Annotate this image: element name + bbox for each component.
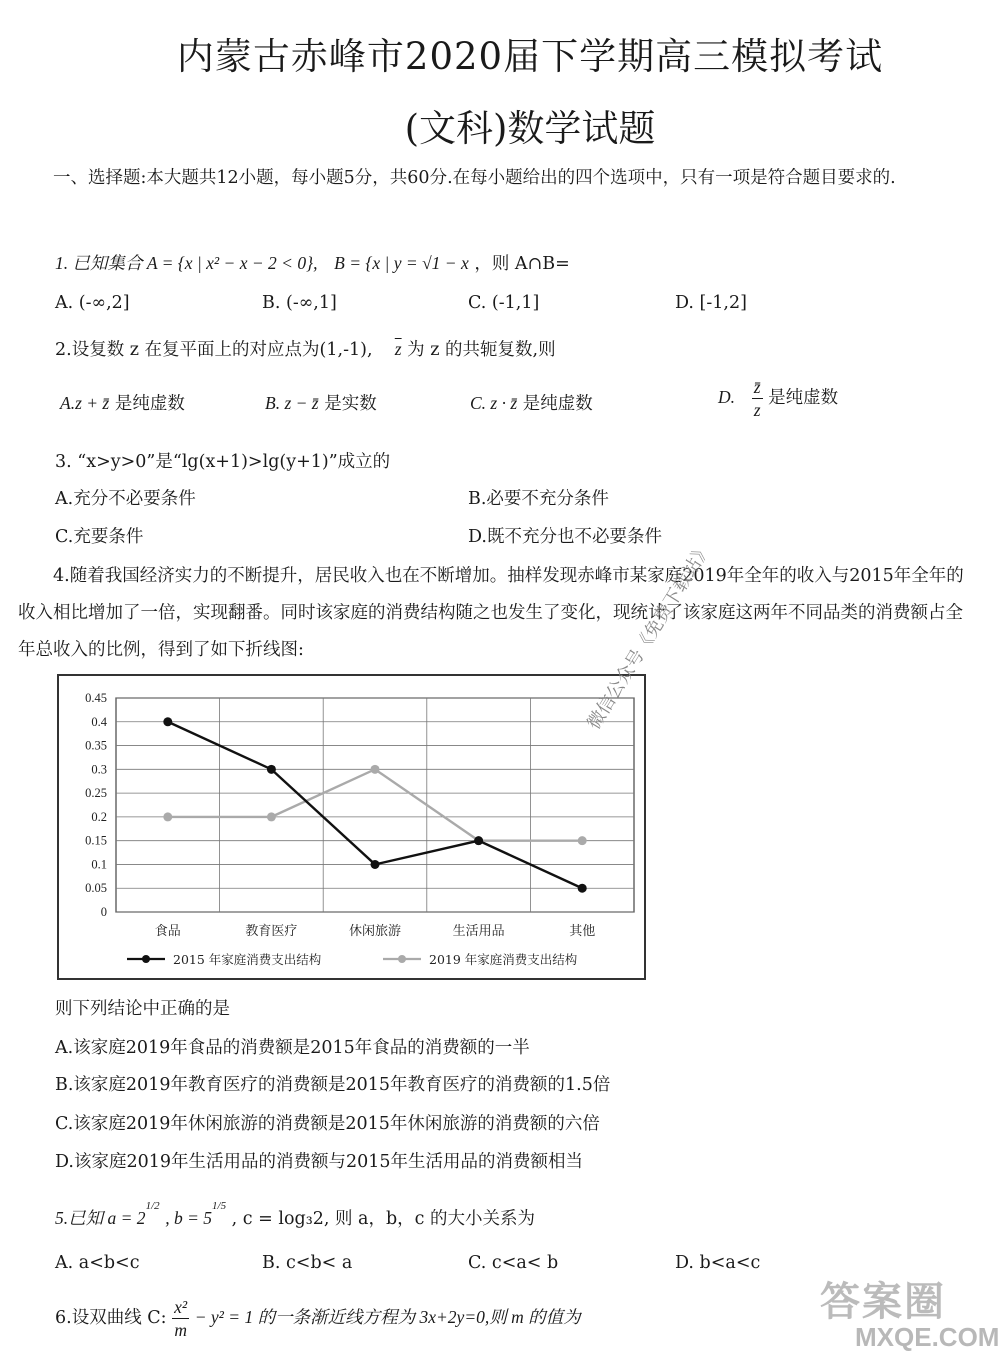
q5-option-c: C. c<a< b xyxy=(468,1253,559,1273)
legend-marker xyxy=(142,955,150,963)
data-point xyxy=(578,836,587,845)
data-point xyxy=(267,765,276,774)
x-tick-label: 其他 xyxy=(569,924,596,939)
q5-c-def: , c = log₃2, 则 a，b，c 的大小关系为 xyxy=(231,1209,536,1229)
question-2-stem xyxy=(55,336,556,361)
q2-zbar: $\overline{z}$ xyxy=(394,339,402,359)
section-intro: 一、选择题:本大题共12小题，每小题5分，共60分.在每小题给出的四个选项中，只有一项是符合题目要求的. xyxy=(53,168,896,188)
q1-option-b: B. (-∞,1] xyxy=(262,293,337,313)
q1-set-b: B = {x | y = √1 − x xyxy=(334,253,469,273)
watermark-text: 微信公众号《免费下载站》 xyxy=(583,538,716,734)
y-tick-label: 0.25 xyxy=(85,786,107,801)
q2-option-d-denominator: z xyxy=(753,400,761,420)
y-tick-label: 0 xyxy=(100,905,107,919)
q2-option-d-numerator: z̄ xyxy=(753,377,761,397)
q1-option-c: C. (-1,1] xyxy=(468,293,540,313)
x-tick-label: 食品 xyxy=(154,924,181,939)
q2-stem-post: 为 z 的共轭复数,则 xyxy=(407,340,556,360)
q2-stem-text: 2.设复数 z 在复平面上的对应点为(1,-1), xyxy=(55,340,373,360)
legend-label: 2015 年家庭消费支出结构 xyxy=(173,952,322,967)
data-point xyxy=(474,836,483,845)
q5-a-def: 5.已知 a = 2 xyxy=(55,1208,146,1228)
x-tick-label: 生活用品 xyxy=(452,924,505,939)
site-logo: 答案圈 xyxy=(820,1278,946,1325)
plot-area xyxy=(116,698,634,912)
q6-stem-pre: 6.设双曲线 C: xyxy=(55,1308,167,1328)
data-point xyxy=(578,884,587,893)
question-1-stem xyxy=(55,250,570,275)
line-chart-frame xyxy=(57,674,646,980)
q4-question: 则下列结论中正确的是 xyxy=(55,999,230,1019)
y-tick-label: 0.05 xyxy=(85,881,107,896)
q4-option-d: D.该家庭2019年生活用品的消费额与2015年生活用品的消费额相当 xyxy=(55,1152,584,1172)
y-tick-label: 0.2 xyxy=(91,809,107,824)
x-tick-label: 休闲旅游 xyxy=(348,924,402,939)
q1-set-a: 1. 已知集合 A = {x | x² − x − 2 < 0}, xyxy=(55,253,318,273)
q2-option-b-math: B. z − z̄ xyxy=(265,393,319,413)
question-6-stem xyxy=(55,1296,581,1341)
q2-option-d-fraction xyxy=(752,376,763,421)
site-logo-url: MXQE.COM xyxy=(855,1322,1000,1352)
question-4-stem: 4.随着我国经济实力的不断提升，居民收入也在不断增加。抽样发现赤峰市某家庭2019年全年的收入与2015年全年的收入相比增加了一倍，实现翻番。同时该家庭的消费结构随之也发生了变化，现统计了该家庭这两年不同品类的消费额占全年总收入的比例，得到了如下折线图: xyxy=(18,566,964,660)
q1-option-a: A. (-∞,2] xyxy=(55,293,130,313)
q2-option-c xyxy=(470,390,593,415)
y-tick-label: 0.3 xyxy=(91,762,107,777)
q6-numerator: x² xyxy=(174,1297,188,1317)
exam-subtitle: (文科)数学试题 xyxy=(404,107,656,150)
question-3-stem: 3. “x>y>0”是“lg(x+1)>lg(y+1)”成立的 xyxy=(55,452,391,472)
series-line xyxy=(168,769,582,840)
q2-option-a xyxy=(60,390,185,415)
y-tick-label: 0.45 xyxy=(85,691,107,705)
q6-denominator: m xyxy=(174,1320,187,1340)
q1-option-d: D. [-1,2] xyxy=(675,293,747,313)
q2-option-a-math: A.z + z̄ xyxy=(60,393,110,413)
y-tick-label: 0.1 xyxy=(91,857,107,872)
y-tick-label: 0.4 xyxy=(91,714,107,729)
q2-option-a-text: 是纯虚数 xyxy=(114,394,185,414)
q3-option-b: B.必要不充分条件 xyxy=(468,489,609,509)
q6-stem-post: − y² = 1 的一条渐近线方程为 3x+2y=0,则 m 的值为 xyxy=(194,1307,581,1327)
q5-option-d: D. b<a<c xyxy=(675,1253,761,1273)
q2-option-d-text: 是纯虚数 xyxy=(768,388,839,408)
q2-option-d xyxy=(718,376,838,421)
data-point xyxy=(371,765,380,774)
legend-label: 2019 年家庭消费支出结构 xyxy=(429,952,578,967)
q2-option-d-math: D. xyxy=(718,387,736,407)
x-tick-label: 教育医疗 xyxy=(245,924,298,939)
q5-b-def: , b = 5 xyxy=(165,1208,213,1228)
q3-option-a: A.充分不必要条件 xyxy=(55,489,196,509)
question-5-stem xyxy=(55,1200,536,1230)
q3-option-c: C.充要条件 xyxy=(55,527,144,547)
data-point xyxy=(163,717,172,726)
q4-option-a: A.该家庭2019年食品的消费额是2015年食品的消费额的一半 xyxy=(55,1038,530,1058)
q5-option-b: B. c<b< a xyxy=(262,1253,353,1273)
q5-a-exponent: 1/2 xyxy=(145,1200,160,1213)
data-point xyxy=(163,812,172,821)
q4-option-b: B.该家庭2019年教育医疗的消费额是2015年教育医疗的消费额的1.5倍 xyxy=(55,1075,611,1095)
q2-option-c-text: 是纯虚数 xyxy=(522,394,593,414)
q2-option-b-text: 是实数 xyxy=(324,394,377,414)
data-point xyxy=(267,812,276,821)
consumption-line-chart xyxy=(59,676,644,978)
exam-title: 内蒙古赤峰市2020届下学期高三模拟考试 xyxy=(176,35,884,78)
y-tick-label: 0.35 xyxy=(85,738,107,753)
q3-option-d: D.既不充分也不必要条件 xyxy=(468,527,662,547)
q2-option-b xyxy=(265,390,377,415)
y-tick-label: 0.15 xyxy=(85,833,107,848)
q5-option-a: A. a<b<c xyxy=(55,1253,140,1273)
data-point xyxy=(371,860,380,869)
q2-option-c-math: C. z · z̄ xyxy=(470,393,518,413)
q6-fraction xyxy=(172,1296,189,1341)
legend-marker xyxy=(398,955,406,963)
q4-option-c: C.该家庭2019年休闲旅游的消费额是2015年休闲旅游的消费额的六倍 xyxy=(55,1114,600,1134)
q5-b-exponent: 1/5 xyxy=(212,1200,227,1213)
q1-ask: ，则 A∩B= xyxy=(474,254,570,274)
